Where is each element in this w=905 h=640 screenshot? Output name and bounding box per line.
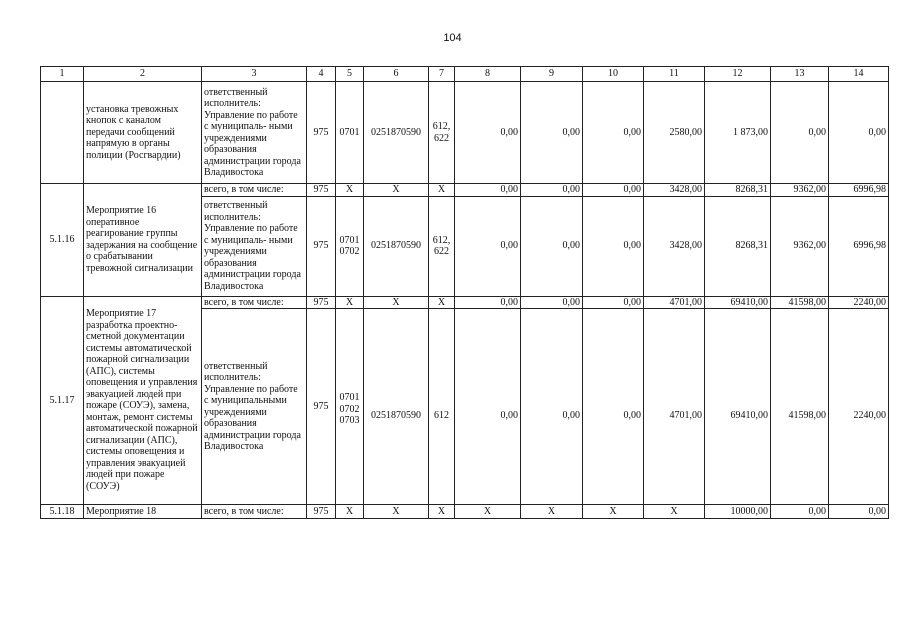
expense-type: X bbox=[429, 184, 455, 197]
item-number: 5.1.17 bbox=[41, 296, 84, 505]
value-cell: 0,00 bbox=[455, 184, 521, 197]
expense-type: X bbox=[429, 296, 455, 309]
grbs-code: 975 bbox=[307, 296, 336, 309]
target-code: 0251870590 bbox=[364, 82, 429, 184]
executor: ответственный исполнитель: Управление по работе с муниципаль- ными учреждениями образования администрации города Владивостока bbox=[202, 82, 307, 184]
grbs-code: 975 bbox=[307, 196, 336, 296]
value-cell: 9362,00 bbox=[771, 184, 829, 197]
value-cell: 0,00 bbox=[829, 82, 889, 184]
item-name: Мероприятие 16 оперативное реагирование группы задержания на сообщение о срабатывании тревожной сигнализации bbox=[84, 184, 202, 297]
value-cell: X bbox=[455, 505, 521, 519]
value-cell: X bbox=[521, 505, 583, 519]
value-cell: 0,00 bbox=[583, 309, 644, 505]
header-row bbox=[41, 67, 889, 82]
header-cell: 11 bbox=[644, 67, 705, 82]
header-cell: 5 bbox=[336, 67, 364, 82]
value-cell: 6996,98 bbox=[829, 184, 889, 197]
section-code: X bbox=[336, 296, 364, 309]
total-label: всего, в том числе: bbox=[202, 184, 307, 197]
expense-type: 612, 622 bbox=[429, 82, 455, 184]
value-cell: 69410,00 bbox=[705, 309, 771, 505]
section-code bbox=[336, 309, 364, 505]
value-cell: 9362,00 bbox=[771, 196, 829, 296]
expense-type: 612, 622 bbox=[429, 196, 455, 296]
value-cell: 8268,31 bbox=[705, 196, 771, 296]
page-number: 104 bbox=[443, 32, 462, 44]
value-cell: 0,00 bbox=[521, 309, 583, 505]
budget-table bbox=[40, 66, 889, 519]
section-code-line: 0701 bbox=[339, 234, 360, 246]
section-code-line: 0703 bbox=[339, 415, 360, 427]
value-cell: 3428,00 bbox=[644, 184, 705, 197]
value-cell: 0,00 bbox=[583, 196, 644, 296]
header-cell: 10 bbox=[583, 67, 644, 82]
total-label: всего, в том числе: bbox=[202, 296, 307, 309]
target-code: X bbox=[364, 505, 429, 519]
value-cell: 3428,00 bbox=[644, 196, 705, 296]
header-cell: 1 bbox=[41, 67, 84, 82]
header-cell: 3 bbox=[202, 67, 307, 82]
value-cell: 0,00 bbox=[521, 82, 583, 184]
grbs-code: 975 bbox=[307, 82, 336, 184]
item-number bbox=[41, 82, 84, 184]
section-code-line: 0702 bbox=[339, 246, 360, 257]
section-code-line: 0702 bbox=[339, 403, 360, 415]
section-code bbox=[336, 196, 364, 296]
header-cell: 4 bbox=[307, 67, 336, 82]
value-cell: 0,00 bbox=[455, 309, 521, 505]
value-cell: 0,00 bbox=[771, 82, 829, 184]
value-cell: 41598,00 bbox=[771, 296, 829, 309]
value-cell: 0,00 bbox=[455, 82, 521, 184]
header-cell: 13 bbox=[771, 67, 829, 82]
item-number: 5.1.18 bbox=[41, 505, 84, 519]
executor: ответственный исполнитель: Управление по работе с муниципаль- ными учреждениями образования администрации города Владивостока bbox=[202, 196, 307, 296]
header-cell: 14 bbox=[829, 67, 889, 82]
value-cell: X bbox=[644, 505, 705, 519]
header-cell: 2 bbox=[84, 67, 202, 82]
value-cell: 2240,00 bbox=[829, 309, 889, 505]
value-cell: 0,00 bbox=[521, 184, 583, 197]
grbs-code: 975 bbox=[307, 184, 336, 197]
value-cell: 8268,31 bbox=[705, 184, 771, 197]
value-cell: 2240,00 bbox=[829, 296, 889, 309]
item-name: Мероприятие 18 bbox=[84, 505, 202, 519]
header-cell: 9 bbox=[521, 67, 583, 82]
header-cell: 6 bbox=[364, 67, 429, 82]
header-cell: 12 bbox=[705, 67, 771, 82]
total-label: всего, в том числе: bbox=[202, 505, 307, 519]
value-cell: 69410,00 bbox=[705, 296, 771, 309]
value-cell: 1 873,00 bbox=[705, 82, 771, 184]
table-row bbox=[41, 82, 889, 184]
section-code-line: 0701 bbox=[339, 392, 360, 404]
header-cell: 7 bbox=[429, 67, 455, 82]
table-row bbox=[41, 184, 889, 197]
target-code: 0251870590 bbox=[364, 309, 429, 505]
value-cell: 6996,98 bbox=[829, 196, 889, 296]
value-cell: X bbox=[583, 505, 644, 519]
item-number: 5.1.16 bbox=[41, 184, 84, 297]
item-name: Мероприятие 17 разработка проектно- сметной документации системы автоматической пожарной сигнализации (АПС), системы оповещения и управления эвакуацией людей при пожаре (СОУЭ), замена, монтаж, ремонт системы автоматической пожарной сигнализации (АПС), системы оповещения и управления эвакуацией людей при пожаре (СОУЭ) bbox=[84, 296, 202, 505]
value-cell: 0,00 bbox=[771, 505, 829, 519]
grbs-code: 975 bbox=[307, 505, 336, 519]
value-cell: 2580,00 bbox=[644, 82, 705, 184]
expense-type: X bbox=[429, 505, 455, 519]
executor: ответственный исполнитель: Управление по работе с муниципальными учреждениями образования администрации города Владивостока bbox=[202, 309, 307, 505]
section-code: X bbox=[336, 505, 364, 519]
value-cell: 4701,00 bbox=[644, 296, 705, 309]
value-cell: 0,00 bbox=[521, 196, 583, 296]
value-cell: 0,00 bbox=[455, 296, 521, 309]
value-cell: 10000,00 bbox=[705, 505, 771, 519]
target-code: X bbox=[364, 184, 429, 197]
value-cell: 0,00 bbox=[583, 82, 644, 184]
section-code: X bbox=[336, 184, 364, 197]
value-cell: 0,00 bbox=[583, 296, 644, 309]
table-row bbox=[41, 505, 889, 519]
value-cell: 0,00 bbox=[455, 196, 521, 296]
target-code: 0251870590 bbox=[364, 196, 429, 296]
value-cell: 4701,00 bbox=[644, 309, 705, 505]
table-row bbox=[41, 296, 889, 309]
value-cell: 41598,00 bbox=[771, 309, 829, 505]
expense-type: 612 bbox=[429, 309, 455, 505]
value-cell: 0,00 bbox=[829, 505, 889, 519]
item-name: установка тревожных кнопок с каналом передачи сообщений напрямую в органы полиции (Росгвардии) bbox=[84, 82, 202, 184]
grbs-code: 975 bbox=[307, 309, 336, 505]
target-code: X bbox=[364, 296, 429, 309]
header-cell: 8 bbox=[455, 67, 521, 82]
value-cell: 0,00 bbox=[583, 184, 644, 197]
value-cell: 0,00 bbox=[521, 296, 583, 309]
section-code: 0701 bbox=[336, 82, 364, 184]
